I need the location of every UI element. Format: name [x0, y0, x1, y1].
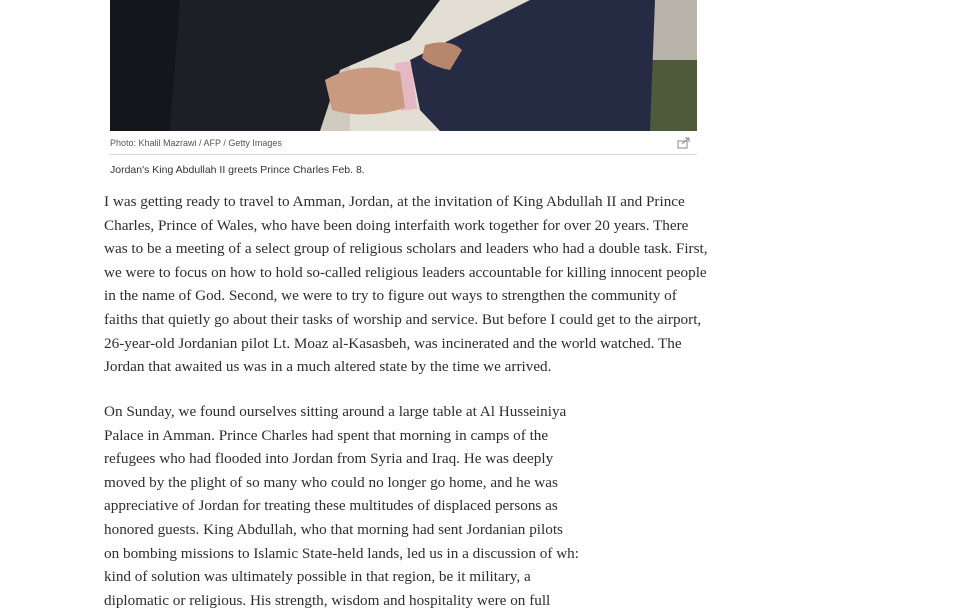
- paragraph-line: on bombing missions to Islamic State-held lands, led us in a discussion of wh:: [104, 544, 579, 562]
- article-paragraph-1: [104, 190, 804, 379]
- paragraph-line: faiths that quietly go about their tasks of worship and service. But before I could get to the airport,: [104, 310, 702, 328]
- paragraph-line: kind of solution was ultimately possible in that region, be it military, a: [104, 568, 531, 586]
- paragraph-line: On Sunday, we found ourselves sitting around a large table at Al Husseiniya: [104, 403, 567, 420]
- photo-credit: Photo: Khalil Mazrawi / AFP / Getty Images: [110, 138, 282, 148]
- paragraph-line: honored guests. King Abdullah, who that morning had sent Jordanian pilots: [104, 520, 563, 538]
- paragraph-line: moved by the plight of so many who could no longer go home, and he was: [104, 473, 558, 491]
- paragraph-line: was to be a meeting of a select group of religious scholars and leaders who had a double task. First,: [104, 240, 708, 258]
- article-photo: [110, 0, 697, 131]
- paragraph-line: Charles, Prince of Wales, who have been doing interfaith work together for over 20 years. There: [104, 216, 689, 234]
- photo-illustration: [110, 0, 697, 131]
- paragraph-line: diplomatic or religious. His strength, wisdom and hospitality were on full: [104, 591, 551, 609]
- paragraph-line: 26-year-old Jordanian pilot Lt. Moaz al-Kasasbeh, was incinerated and the world watched. The: [104, 334, 682, 352]
- paragraph-line: Jordan that awaited us was in a much altered state by the time we arrived.: [104, 358, 552, 376]
- article-paragraph-2: [104, 400, 664, 612]
- photo-caption: Jordan's King Abdullah II greets Prince Charles Feb. 8.: [110, 164, 365, 176]
- share-icon[interactable]: [677, 137, 691, 149]
- paragraph-line: in the name of God. Second, we were to try to figure out ways to strengthen the community of: [104, 287, 677, 305]
- paragraph-line: appreciative of Jordan for treating these multitudes of displaced persons as: [104, 497, 558, 515]
- paragraph-line: Palace in Amman. Prince Charles had spent that morning in camps of the: [104, 426, 549, 444]
- photo-credit-bar: [110, 134, 697, 155]
- paragraph-line: I was getting ready to travel to Amman, Jordan, at the invitation of King Abdullah II and Prince: [104, 193, 685, 210]
- paragraph-line: refugees who had flooded into Jordan from Syria and Iraq. He was deeply: [104, 450, 554, 468]
- paragraph-line: we were to focus on how to hold so-called religious leaders accountable for killing innocent people: [104, 263, 707, 281]
